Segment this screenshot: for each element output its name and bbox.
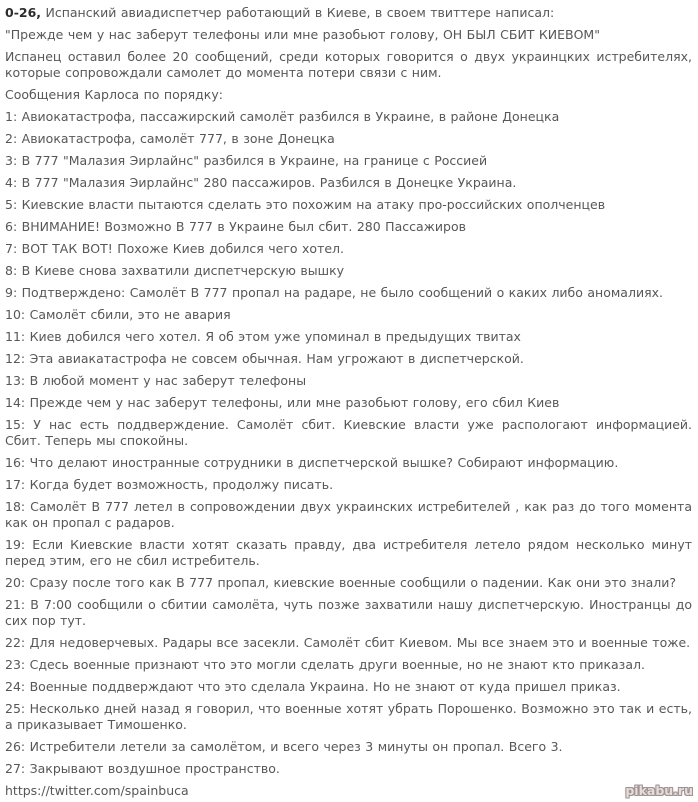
message-line-18: 18: Самолёт В 777 летел в сопровождении двух украинских истребителей , как раз до того момента как он пропал с радаров. xyxy=(5,499,692,530)
message-line-22: 22: Для недоверчевых. Радары все засекли. Самолёт сбит Киевом. Мы все знаем это и военные тоже. xyxy=(5,635,691,650)
message-line-19: 19: Если Киевские власти хотят сказать правду, два истребителя летело рядом несколько минут перед этим, его не сбил истребитель. xyxy=(5,537,692,568)
message-line-6: 6: ВНИМАНИЕ! Возможно В 777 в Украине был сбит. 280 Пассажиров xyxy=(5,219,466,234)
intro-lead-rest: Испанский авиадиспетчер работающий в Киеве, в своем твиттере написал: xyxy=(41,5,555,20)
source-url-text: https://twitter.com/spainbuca xyxy=(5,783,189,798)
message-line-27: 27: Закрывают воздушное пространство. xyxy=(5,761,280,776)
message-line-25: 25: Несколько дней назад я говорил, что военные хотят убрать Порошенко. Возможно это так и есть, а приказывает Тимошенко. xyxy=(5,701,692,732)
message-line-26: 26: Истребители летели за самолётом, и всего через 3 минуты он пропал. Всего 3. xyxy=(5,739,563,754)
intro-lead-bold: 0-26, xyxy=(5,5,42,20)
message-line-24: 24: Военные поддверждают что это сделала Украина. Но не знают от куда пришел приказ. xyxy=(5,679,621,694)
pikabu-watermark: pikabu.ru xyxy=(625,783,693,798)
message-line-7: 7: ВОТ ТАК ВОТ! Похоже Киев добился чего хотел. xyxy=(5,241,344,256)
message-line-23: 23: Сдесь военные признают что это могли сделать други военные, но не знают кто приказал. xyxy=(5,657,645,672)
messages-list-header: Сообщения Карлоса по порядку: xyxy=(5,87,223,102)
message-line-13: 13: В любой момент у нас заберут телефоны xyxy=(5,373,307,388)
message-line-12: 12: Эта авиакатастрофа не совсем обычная. Нам угрожают в диспетчерской. xyxy=(5,351,524,366)
message-line-4: 4: В 777 "Малазия Эирлайнс" 280 пассажиров. Разбился в Донецке Украина. xyxy=(5,175,517,190)
intro-line xyxy=(5,5,692,21)
message-line-5: 5: Киевские власти пытаются сделать это похожим на атаку про-российских ополченцев xyxy=(5,197,606,212)
message-line-3: 3: В 777 "Малазия Эирлайнс" разбился в Украине, на границе с Россией xyxy=(5,153,488,168)
message-line-10: 10: Самолёт сбили, это не авария xyxy=(5,307,231,322)
message-line-17: 17: Когда будет возможность, продолжу писать. xyxy=(5,477,334,492)
message-line-16: 16: Что делают иностранные сотрудники в диспетчерской вышке? Собирают информацию. xyxy=(5,455,619,470)
intro-summary: Испанец оставил более 20 сообщений, среди которых говорится о двух украинцких истребителях, которые сопровождали самолет до момента потери связи с ним. xyxy=(5,49,692,80)
message-line-9: 9: Подтверждено: Самолёт В 777 пропал на радаре, не было сообщений о каких либо аномалиях. xyxy=(5,285,663,300)
message-line-21: 21: В 7:00 сообщили о сбитии самолёта, чуть позже захватили нашу диспетчерскую. Иностранцы до сих пор тут. xyxy=(5,597,692,628)
message-line-1: 1: Авиокатастрофа, пассажирский самолёт разбился в Украине, в районе Донецка xyxy=(5,109,560,124)
message-line-20: 20: Сразу после того как В 777 пропал, киевские военные сообщили о падении. Как они это знали? xyxy=(5,575,677,590)
intro-quote: "Прежде чем у нас заберут телефоны или мне разобьют голову, ОН БЫЛ СБИТ КИЕВОМ" xyxy=(5,27,600,42)
message-line-15: 15: У нас есть поддверждение. Самолёт сбит. Киевские власти уже распологают информацией. Сбит. Теперь мы спокойны. xyxy=(5,417,692,448)
message-line-11: 11: Киев добился чего хотел. Я об этом уже упоминал в предыдущих твитах xyxy=(5,329,521,344)
message-line-2: 2: Авиокатастрофа, самолёт 777, в зоне Донецка xyxy=(5,131,335,146)
message-line-8: 8: В Киеве снова захватили диспетчерскую вышку xyxy=(5,263,345,278)
message-line-14: 14: Прежде чем у нас заберут телефоны, или мне разобьют голову, его сбил Киев xyxy=(5,395,560,410)
